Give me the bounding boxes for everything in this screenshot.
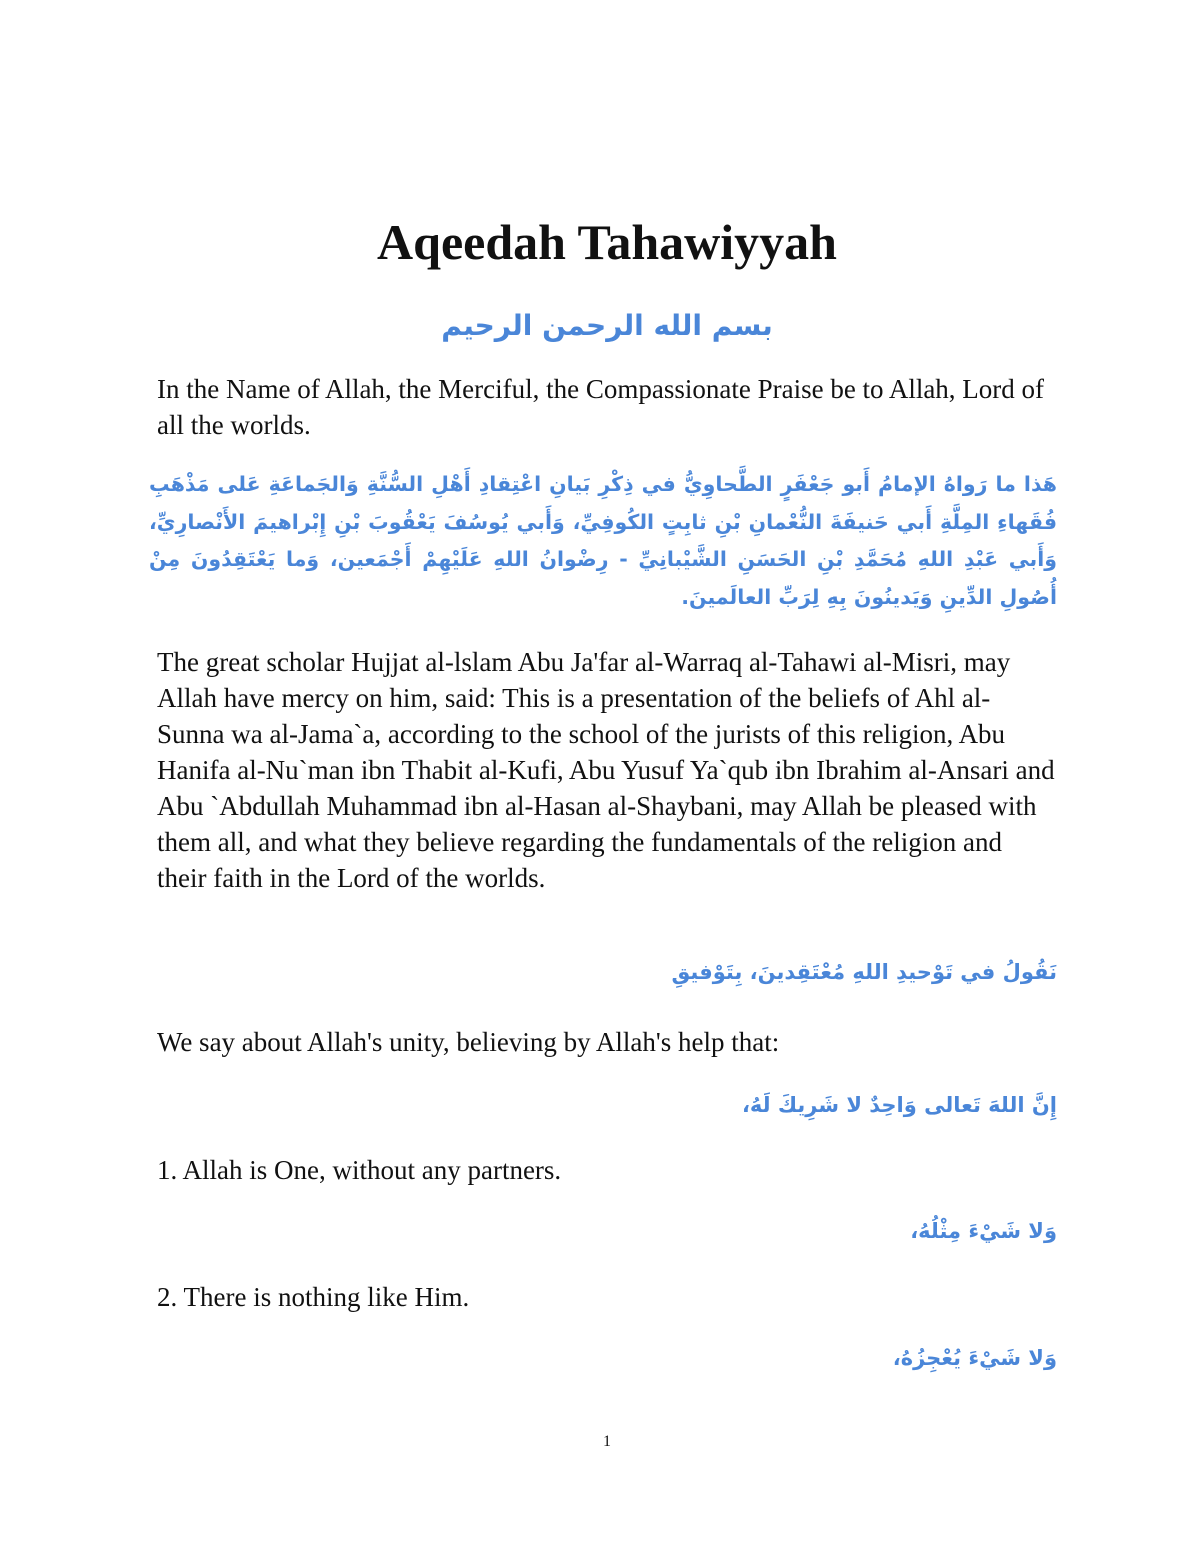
- point-2-english: 2. There is nothing like Him.: [157, 1282, 470, 1312]
- document-page: [149, 0, 1057, 1553]
- point-1-english: 1. Allah is One, without any partners.: [157, 1155, 562, 1185]
- point-3-arabic: وَلا شَيْءَ يُعْجِزُهُ،: [892, 1346, 1057, 1370]
- unity-english: We say about Allah's unity, believing by Allah's help that:: [157, 1027, 780, 1057]
- point-1-arabic: إِنَّ اللهَ تَعالى وَاحِدٌ لا شَرِيكَ لَهُ،: [741, 1093, 1057, 1117]
- intro-arabic: هَذا ما رَواهُ الإمامُ أَبو جَعْفَرٍ الطَّحاوِيُّ في ذِكْرِ بَيانِ اعْتِقادِ أَهْلِ السُّنَّةِ وَالجَماعَةِ عَلى مَذْهَبِ فُقَهاءِ المِلَّةِ أَبي حَنيفَةَ النُّعْمانِ بْنِ ثابِتٍ الكُوفِيِّ، وَأَبي يُوسُفَ يَعْقُوبَ بْنِ إِبْراهيمَ الأَنْصارِيِّ، وَأَبي عَبْدِ اللهِ مُحَمَّدِ بْنِ الحَسَنِ الشَّيْبانِيِّ - رِضْوانُ اللهِ عَلَيْهِمْ أَجْمَعين، وَما يَعْتَقِدُونَ مِنْ أُصُولِ الدِّينِ وَيَدينُونَ بِهِ لِرَبِّ العالَمينَ.: [149, 472, 1057, 609]
- point-2-arabic: وَلا شَيْءَ مِثْلُهُ،: [910, 1219, 1057, 1243]
- document-title: Aqeedah Tahawiyyah: [377, 214, 837, 270]
- basmala-arabic: بسم الله الرحمن الرحيم: [441, 309, 773, 342]
- unity-arabic: نَقُولُ في تَوْحيدِ اللهِ مُعْتَقِدينَ، بِتَوْفيقِ: [671, 960, 1057, 984]
- page-number: 1: [603, 1433, 611, 1450]
- intro-english: The great scholar Hujjat al-lslam Abu Ja'far al-Warraq al-Tahawi al-Misri, may Allah have mercy on him, said: This is a presentation of the beliefs of Ahl al-Sunna wa al-Jama`a, according to the school of the jurists of this religion, Abu Hanifa al-Nu`man ibn Thabit al-Kufi, Abu Yusuf Ya`qub ibn Ibrahim al-Ansari and Abu `Abdullah Muhammad ibn al-Hasan al-Shaybani, may Allah be pleased with them all, and what they believe regarding the fundamentals of the religion and their faith in the Lord of the worlds.: [157, 647, 1055, 893]
- basmala-english: In the Name of Allah, the Merciful, the Compassionate Praise be to Allah, Lord of all the worlds.: [157, 374, 1045, 440]
